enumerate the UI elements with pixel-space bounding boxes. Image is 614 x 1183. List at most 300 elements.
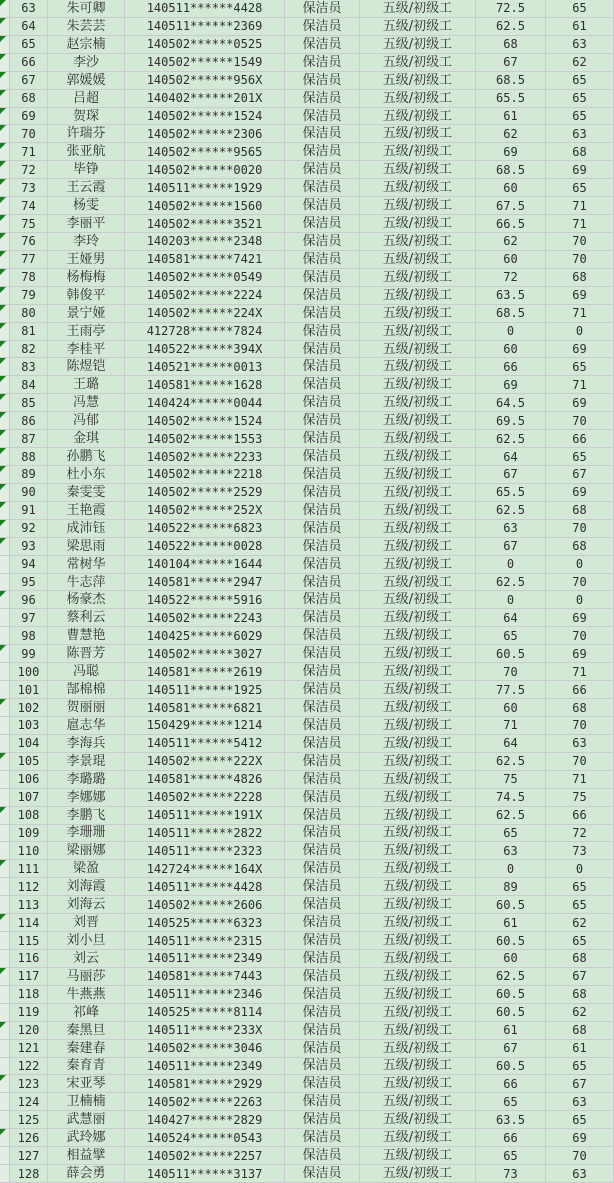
cell-score-2[interactable]: 62 (546, 54, 614, 71)
cell-marker[interactable] (0, 753, 10, 770)
cell-score-2[interactable]: 62 (546, 914, 614, 931)
cell-score-2[interactable]: 71 (546, 663, 614, 680)
cell-marker[interactable] (0, 1093, 10, 1110)
cell-score-2[interactable]: 73 (546, 842, 614, 859)
cell-row-number[interactable]: 64 (10, 18, 48, 35)
cell-level[interactable]: 五级/初级工 (360, 376, 476, 393)
cell-score-2[interactable]: 70 (546, 233, 614, 250)
cell-score-2[interactable]: 71 (546, 376, 614, 393)
cell-id-number[interactable]: 140502******0549 (125, 269, 285, 286)
cell-score-2[interactable]: 66 (546, 681, 614, 698)
cell-name[interactable]: 李玲 (48, 233, 125, 250)
cell-marker[interactable] (0, 197, 10, 214)
cell-name[interactable]: 杜小东 (48, 466, 125, 483)
cell-id-number[interactable]: 140581******4826 (125, 771, 285, 788)
cell-score-1[interactable]: 63 (476, 842, 546, 859)
cell-score-2[interactable]: 65 (546, 448, 614, 465)
cell-score-1[interactable]: 0 (476, 860, 546, 877)
cell-row-number[interactable]: 90 (10, 484, 48, 501)
cell-score-2[interactable]: 0 (546, 556, 614, 573)
cell-job-title[interactable]: 保洁员 (285, 197, 360, 214)
cell-level[interactable]: 五级/初级工 (360, 878, 476, 895)
cell-id-number[interactable]: 412728******7824 (125, 323, 285, 340)
cell-name[interactable]: 刘云 (48, 950, 125, 967)
cell-id-number[interactable]: 140511******2822 (125, 825, 285, 842)
cell-name[interactable]: 马丽莎 (48, 968, 125, 985)
cell-score-1[interactable]: 65 (476, 627, 546, 644)
cell-level[interactable]: 五级/初级工 (360, 502, 476, 519)
cell-marker[interactable] (0, 430, 10, 447)
cell-row-number[interactable]: 92 (10, 520, 48, 537)
cell-name[interactable]: 薛会勇 (48, 1165, 125, 1182)
cell-score-1[interactable]: 61 (476, 914, 546, 931)
cell-score-2[interactable]: 0 (546, 860, 614, 877)
cell-level[interactable]: 五级/初级工 (360, 1093, 476, 1110)
cell-name[interactable]: 郜棉棉 (48, 681, 125, 698)
cell-id-number[interactable]: 140424******0044 (125, 394, 285, 411)
cell-job-title[interactable]: 保洁员 (285, 430, 360, 447)
cell-marker[interactable] (0, 341, 10, 358)
cell-marker[interactable] (0, 986, 10, 1003)
cell-level[interactable]: 五级/初级工 (360, 968, 476, 985)
cell-job-title[interactable]: 保洁员 (285, 90, 360, 107)
cell-id-number[interactable]: 140525******6323 (125, 914, 285, 931)
cell-level[interactable]: 五级/初级工 (360, 412, 476, 429)
cell-marker[interactable] (0, 394, 10, 411)
cell-job-title[interactable]: 保洁员 (285, 1111, 360, 1128)
cell-level[interactable]: 五级/初级工 (360, 161, 476, 178)
cell-job-title[interactable]: 保洁员 (285, 878, 360, 895)
cell-row-number[interactable]: 66 (10, 54, 48, 71)
cell-score-2[interactable]: 63 (546, 1165, 614, 1182)
cell-level[interactable]: 五级/初级工 (360, 108, 476, 125)
cell-row-number[interactable]: 87 (10, 430, 48, 447)
cell-score-1[interactable]: 69.5 (476, 412, 546, 429)
cell-id-number[interactable]: 140402******201X (125, 90, 285, 107)
cell-marker[interactable] (0, 645, 10, 662)
cell-score-1[interactable]: 65.5 (476, 90, 546, 107)
cell-row-number[interactable]: 91 (10, 502, 48, 519)
cell-id-number[interactable]: 140502******0020 (125, 161, 285, 178)
cell-score-2[interactable]: 65 (546, 932, 614, 949)
cell-score-1[interactable]: 77.5 (476, 681, 546, 698)
cell-score-2[interactable]: 61 (546, 18, 614, 35)
cell-level[interactable]: 五级/初级工 (360, 72, 476, 89)
cell-id-number[interactable]: 140502******3046 (125, 1040, 285, 1057)
cell-score-2[interactable]: 70 (546, 251, 614, 268)
cell-name[interactable]: 景宁娅 (48, 305, 125, 322)
cell-score-1[interactable]: 60.5 (476, 932, 546, 949)
cell-score-2[interactable]: 65 (546, 179, 614, 196)
cell-name[interactable]: 赵宗楠 (48, 36, 125, 53)
cell-score-2[interactable]: 69 (546, 1129, 614, 1146)
cell-marker[interactable] (0, 1075, 10, 1092)
cell-id-number[interactable]: 140502******1553 (125, 430, 285, 447)
cell-score-1[interactable]: 0 (476, 591, 546, 608)
cell-id-number[interactable]: 140511******233X (125, 1022, 285, 1039)
cell-level[interactable]: 五级/初级工 (360, 466, 476, 483)
cell-score-1[interactable]: 66.5 (476, 215, 546, 232)
cell-job-title[interactable]: 保洁员 (285, 574, 360, 591)
cell-marker[interactable] (0, 789, 10, 806)
cell-job-title[interactable]: 保洁员 (285, 807, 360, 824)
cell-id-number[interactable]: 140502******222X (125, 753, 285, 770)
cell-row-number[interactable]: 110 (10, 842, 48, 859)
cell-marker[interactable] (0, 376, 10, 393)
cell-score-1[interactable]: 60.5 (476, 986, 546, 1003)
cell-score-1[interactable]: 60 (476, 179, 546, 196)
cell-row-number[interactable]: 120 (10, 1022, 48, 1039)
cell-score-2[interactable]: 69 (546, 645, 614, 662)
cell-id-number[interactable]: 140502******1524 (125, 412, 285, 429)
cell-score-2[interactable]: 68 (546, 538, 614, 555)
cell-marker[interactable] (0, 1058, 10, 1075)
cell-marker[interactable] (0, 502, 10, 519)
cell-marker[interactable] (0, 0, 10, 17)
cell-score-2[interactable]: 71 (546, 197, 614, 214)
cell-row-number[interactable]: 123 (10, 1075, 48, 1092)
cell-job-title[interactable]: 保洁员 (285, 538, 360, 555)
cell-level[interactable]: 五级/初级工 (360, 36, 476, 53)
cell-id-number[interactable]: 140522******6823 (125, 520, 285, 537)
cell-marker[interactable] (0, 484, 10, 501)
cell-level[interactable]: 五级/初级工 (360, 1147, 476, 1164)
cell-row-number[interactable]: 108 (10, 807, 48, 824)
cell-job-title[interactable]: 保洁员 (285, 54, 360, 71)
cell-name[interactable]: 曹慧艳 (48, 627, 125, 644)
cell-job-title[interactable]: 保洁员 (285, 412, 360, 429)
cell-score-1[interactable]: 62.5 (476, 430, 546, 447)
cell-level[interactable]: 五级/初级工 (360, 663, 476, 680)
cell-id-number[interactable]: 140502******2306 (125, 125, 285, 142)
cell-job-title[interactable]: 保洁员 (285, 358, 360, 375)
cell-score-2[interactable]: 69 (546, 609, 614, 626)
cell-score-2[interactable]: 69 (546, 287, 614, 304)
cell-level[interactable]: 五级/初级工 (360, 932, 476, 949)
cell-row-number[interactable]: 116 (10, 950, 48, 967)
cell-name[interactable]: 秦育青 (48, 1058, 125, 1075)
cell-marker[interactable] (0, 1022, 10, 1039)
cell-name[interactable]: 武玲娜 (48, 1129, 125, 1146)
cell-job-title[interactable]: 保洁员 (285, 681, 360, 698)
cell-level[interactable]: 五级/初级工 (360, 1075, 476, 1092)
cell-job-title[interactable]: 保洁员 (285, 18, 360, 35)
cell-job-title[interactable]: 保洁员 (285, 932, 360, 949)
cell-id-number[interactable]: 140502******2606 (125, 896, 285, 913)
cell-score-2[interactable]: 69 (546, 484, 614, 501)
cell-score-2[interactable]: 68 (546, 269, 614, 286)
cell-score-1[interactable]: 61 (476, 1022, 546, 1039)
cell-name[interactable]: 冯聪 (48, 663, 125, 680)
cell-row-number[interactable]: 99 (10, 645, 48, 662)
cell-job-title[interactable]: 保洁员 (285, 1004, 360, 1021)
cell-row-number[interactable]: 72 (10, 161, 48, 178)
cell-row-number[interactable]: 79 (10, 287, 48, 304)
cell-name[interactable]: 金琪 (48, 430, 125, 447)
cell-name[interactable]: 冯慧 (48, 394, 125, 411)
cell-level[interactable]: 五级/初级工 (360, 323, 476, 340)
cell-id-number[interactable]: 140502******9565 (125, 143, 285, 160)
cell-name[interactable]: 许瑞芬 (48, 125, 125, 142)
cell-score-1[interactable]: 67.5 (476, 197, 546, 214)
cell-score-2[interactable]: 65 (546, 0, 614, 17)
cell-level[interactable]: 五级/初级工 (360, 520, 476, 537)
cell-name[interactable]: 刘海霞 (48, 878, 125, 895)
cell-name[interactable]: 李海兵 (48, 735, 125, 752)
cell-job-title[interactable]: 保洁员 (285, 1040, 360, 1057)
cell-id-number[interactable]: 140581******2929 (125, 1075, 285, 1092)
cell-row-number[interactable]: 85 (10, 394, 48, 411)
cell-marker[interactable] (0, 735, 10, 752)
cell-score-1[interactable]: 68.5 (476, 72, 546, 89)
cell-name[interactable]: 张亚航 (48, 143, 125, 160)
cell-row-number[interactable]: 65 (10, 36, 48, 53)
cell-score-1[interactable]: 66 (476, 358, 546, 375)
cell-marker[interactable] (0, 1004, 10, 1021)
cell-name[interactable]: 常树华 (48, 556, 125, 573)
cell-row-number[interactable]: 69 (10, 108, 48, 125)
cell-marker[interactable] (0, 591, 10, 608)
cell-marker[interactable] (0, 72, 10, 89)
cell-marker[interactable] (0, 807, 10, 824)
cell-name[interactable]: 王娅男 (48, 251, 125, 268)
cell-score-1[interactable]: 60 (476, 950, 546, 967)
cell-id-number[interactable]: 140511******191X (125, 807, 285, 824)
cell-id-number[interactable]: 140502******0525 (125, 36, 285, 53)
cell-job-title[interactable]: 保洁员 (285, 72, 360, 89)
cell-id-number[interactable]: 140502******2224 (125, 287, 285, 304)
cell-row-number[interactable]: 100 (10, 663, 48, 680)
cell-marker[interactable] (0, 323, 10, 340)
cell-job-title[interactable]: 保洁员 (285, 591, 360, 608)
cell-job-title[interactable]: 保洁员 (285, 484, 360, 501)
cell-row-number[interactable]: 122 (10, 1058, 48, 1075)
cell-row-number[interactable]: 96 (10, 591, 48, 608)
cell-level[interactable]: 五级/初级工 (360, 305, 476, 322)
cell-marker[interactable] (0, 161, 10, 178)
cell-marker[interactable] (0, 699, 10, 716)
cell-level[interactable]: 五级/初级工 (360, 394, 476, 411)
cell-row-number[interactable]: 115 (10, 932, 48, 949)
cell-score-1[interactable]: 62.5 (476, 807, 546, 824)
cell-job-title[interactable]: 保洁员 (285, 305, 360, 322)
cell-score-1[interactable]: 0 (476, 323, 546, 340)
cell-marker[interactable] (0, 54, 10, 71)
cell-row-number[interactable]: 74 (10, 197, 48, 214)
cell-name[interactable]: 秦雯雯 (48, 484, 125, 501)
cell-level[interactable]: 五级/初级工 (360, 807, 476, 824)
cell-marker[interactable] (0, 950, 10, 967)
cell-name[interactable]: 王云霞 (48, 179, 125, 196)
cell-score-2[interactable]: 68 (546, 986, 614, 1003)
cell-id-number[interactable]: 140502******1549 (125, 54, 285, 71)
cell-id-number[interactable]: 140511******2369 (125, 18, 285, 35)
cell-row-number[interactable]: 84 (10, 376, 48, 393)
cell-name[interactable]: 杨雯 (48, 197, 125, 214)
cell-job-title[interactable]: 保洁员 (285, 143, 360, 160)
cell-score-1[interactable]: 60.5 (476, 1004, 546, 1021)
cell-level[interactable]: 五级/初级工 (360, 18, 476, 35)
cell-job-title[interactable]: 保洁员 (285, 125, 360, 142)
cell-score-1[interactable]: 60 (476, 699, 546, 716)
cell-row-number[interactable]: 68 (10, 90, 48, 107)
cell-level[interactable]: 五级/初级工 (360, 591, 476, 608)
cell-job-title[interactable]: 保洁员 (285, 1147, 360, 1164)
cell-score-2[interactable]: 65 (546, 72, 614, 89)
cell-level[interactable]: 五级/初级工 (360, 860, 476, 877)
cell-score-1[interactable]: 73 (476, 1165, 546, 1182)
cell-score-2[interactable]: 65 (546, 878, 614, 895)
cell-id-number[interactable]: 140522******0028 (125, 538, 285, 555)
cell-score-2[interactable]: 72 (546, 825, 614, 842)
cell-id-number[interactable]: 140581******2619 (125, 663, 285, 680)
cell-id-number[interactable]: 140511******2349 (125, 950, 285, 967)
cell-job-title[interactable]: 保洁员 (285, 825, 360, 842)
cell-row-number[interactable]: 71 (10, 143, 48, 160)
cell-marker[interactable] (0, 1129, 10, 1146)
cell-name[interactable]: 刘晋 (48, 914, 125, 931)
cell-marker[interactable] (0, 520, 10, 537)
cell-job-title[interactable]: 保洁员 (285, 251, 360, 268)
cell-score-1[interactable]: 66 (476, 1129, 546, 1146)
cell-score-1[interactable]: 60.5 (476, 896, 546, 913)
cell-marker[interactable] (0, 842, 10, 859)
cell-id-number[interactable]: 140502******3027 (125, 645, 285, 662)
cell-id-number[interactable]: 140511******1925 (125, 681, 285, 698)
cell-id-number[interactable]: 140511******3137 (125, 1165, 285, 1182)
cell-marker[interactable] (0, 466, 10, 483)
cell-job-title[interactable]: 保洁员 (285, 376, 360, 393)
cell-marker[interactable] (0, 914, 10, 931)
cell-score-1[interactable]: 68.5 (476, 161, 546, 178)
cell-level[interactable]: 五级/初级工 (360, 1111, 476, 1128)
cell-id-number[interactable]: 140524******0543 (125, 1129, 285, 1146)
cell-score-2[interactable]: 70 (546, 717, 614, 734)
cell-score-1[interactable]: 0 (476, 556, 546, 573)
cell-job-title[interactable]: 保洁员 (285, 609, 360, 626)
cell-name[interactable]: 扈志华 (48, 717, 125, 734)
cell-marker[interactable] (0, 287, 10, 304)
cell-id-number[interactable]: 140511******4428 (125, 0, 285, 17)
cell-level[interactable]: 五级/初级工 (360, 789, 476, 806)
cell-score-2[interactable]: 70 (546, 520, 614, 537)
cell-job-title[interactable]: 保洁员 (285, 1075, 360, 1092)
cell-level[interactable]: 五级/初级工 (360, 914, 476, 931)
cell-id-number[interactable]: 140502******2218 (125, 466, 285, 483)
cell-level[interactable]: 五级/初级工 (360, 753, 476, 770)
cell-name[interactable]: 杨豪杰 (48, 591, 125, 608)
cell-score-1[interactable]: 64 (476, 448, 546, 465)
cell-job-title[interactable]: 保洁员 (285, 663, 360, 680)
cell-name[interactable]: 李珊珊 (48, 825, 125, 842)
cell-name[interactable]: 陈晋芳 (48, 645, 125, 662)
cell-job-title[interactable]: 保洁员 (285, 627, 360, 644)
cell-score-2[interactable]: 66 (546, 430, 614, 447)
cell-row-number[interactable]: 125 (10, 1111, 48, 1128)
cell-level[interactable]: 五级/初级工 (360, 197, 476, 214)
cell-name[interactable]: 卫楠楠 (48, 1093, 125, 1110)
cell-row-number[interactable]: 81 (10, 323, 48, 340)
cell-name[interactable]: 宋亚琴 (48, 1075, 125, 1092)
cell-name[interactable]: 冯郁 (48, 412, 125, 429)
cell-name[interactable]: 牛志萍 (48, 574, 125, 591)
cell-score-1[interactable]: 65.5 (476, 484, 546, 501)
cell-row-number[interactable]: 76 (10, 233, 48, 250)
cell-name[interactable]: 李鹏飞 (48, 807, 125, 824)
cell-level[interactable]: 五级/初级工 (360, 609, 476, 626)
cell-marker[interactable] (0, 574, 10, 591)
cell-score-2[interactable]: 68 (546, 1022, 614, 1039)
cell-level[interactable]: 五级/初级工 (360, 358, 476, 375)
cell-id-number[interactable]: 140522******394X (125, 341, 285, 358)
cell-level[interactable]: 五级/初级工 (360, 1004, 476, 1021)
cell-job-title[interactable]: 保洁员 (285, 161, 360, 178)
cell-score-2[interactable]: 71 (546, 305, 614, 322)
cell-id-number[interactable]: 140502******1560 (125, 197, 285, 214)
cell-score-2[interactable]: 70 (546, 1147, 614, 1164)
cell-marker[interactable] (0, 1111, 10, 1128)
cell-level[interactable]: 五级/初级工 (360, 179, 476, 196)
cell-level[interactable]: 五级/初级工 (360, 538, 476, 555)
cell-id-number[interactable]: 140522******5916 (125, 591, 285, 608)
cell-score-2[interactable]: 70 (546, 627, 614, 644)
cell-name[interactable]: 王艳霞 (48, 502, 125, 519)
cell-level[interactable]: 五级/初级工 (360, 574, 476, 591)
cell-score-1[interactable]: 66 (476, 1075, 546, 1092)
cell-score-1[interactable]: 67 (476, 54, 546, 71)
cell-id-number[interactable]: 140581******7443 (125, 968, 285, 985)
cell-score-2[interactable]: 63 (546, 125, 614, 142)
cell-score-1[interactable]: 69 (476, 376, 546, 393)
cell-job-title[interactable]: 保洁员 (285, 341, 360, 358)
cell-level[interactable]: 五级/初级工 (360, 484, 476, 501)
cell-name[interactable]: 刘小旦 (48, 932, 125, 949)
cell-score-2[interactable]: 66 (546, 807, 614, 824)
cell-score-2[interactable]: 65 (546, 108, 614, 125)
cell-level[interactable]: 五级/初级工 (360, 269, 476, 286)
cell-id-number[interactable]: 140581******2947 (125, 574, 285, 591)
cell-score-1[interactable]: 62.5 (476, 502, 546, 519)
cell-name[interactable]: 梁丽娜 (48, 842, 125, 859)
cell-name[interactable]: 相益擘 (48, 1147, 125, 1164)
cell-id-number[interactable]: 140581******1628 (125, 376, 285, 393)
cell-job-title[interactable]: 保洁员 (285, 269, 360, 286)
cell-row-number[interactable]: 98 (10, 627, 48, 644)
cell-level[interactable]: 五级/初级工 (360, 717, 476, 734)
cell-name[interactable]: 朱可卿 (48, 0, 125, 17)
cell-row-number[interactable]: 86 (10, 412, 48, 429)
cell-score-1[interactable]: 62.5 (476, 968, 546, 985)
cell-level[interactable]: 五级/初级工 (360, 681, 476, 698)
cell-id-number[interactable]: 150429******1214 (125, 717, 285, 734)
cell-score-1[interactable]: 74.5 (476, 789, 546, 806)
cell-level[interactable]: 五级/初级工 (360, 1040, 476, 1057)
cell-row-number[interactable]: 67 (10, 72, 48, 89)
cell-id-number[interactable]: 140104******1644 (125, 556, 285, 573)
cell-level[interactable]: 五级/初级工 (360, 986, 476, 1003)
cell-score-1[interactable]: 60 (476, 251, 546, 268)
cell-id-number[interactable]: 140511******2346 (125, 986, 285, 1003)
cell-score-1[interactable]: 67 (476, 538, 546, 555)
cell-score-1[interactable]: 69 (476, 143, 546, 160)
cell-job-title[interactable]: 保洁员 (285, 896, 360, 913)
cell-name[interactable]: 李丽平 (48, 215, 125, 232)
cell-job-title[interactable]: 保洁员 (285, 735, 360, 752)
cell-level[interactable]: 五级/初级工 (360, 233, 476, 250)
cell-row-number[interactable]: 103 (10, 717, 48, 734)
cell-row-number[interactable]: 75 (10, 215, 48, 232)
cell-job-title[interactable]: 保洁员 (285, 914, 360, 931)
